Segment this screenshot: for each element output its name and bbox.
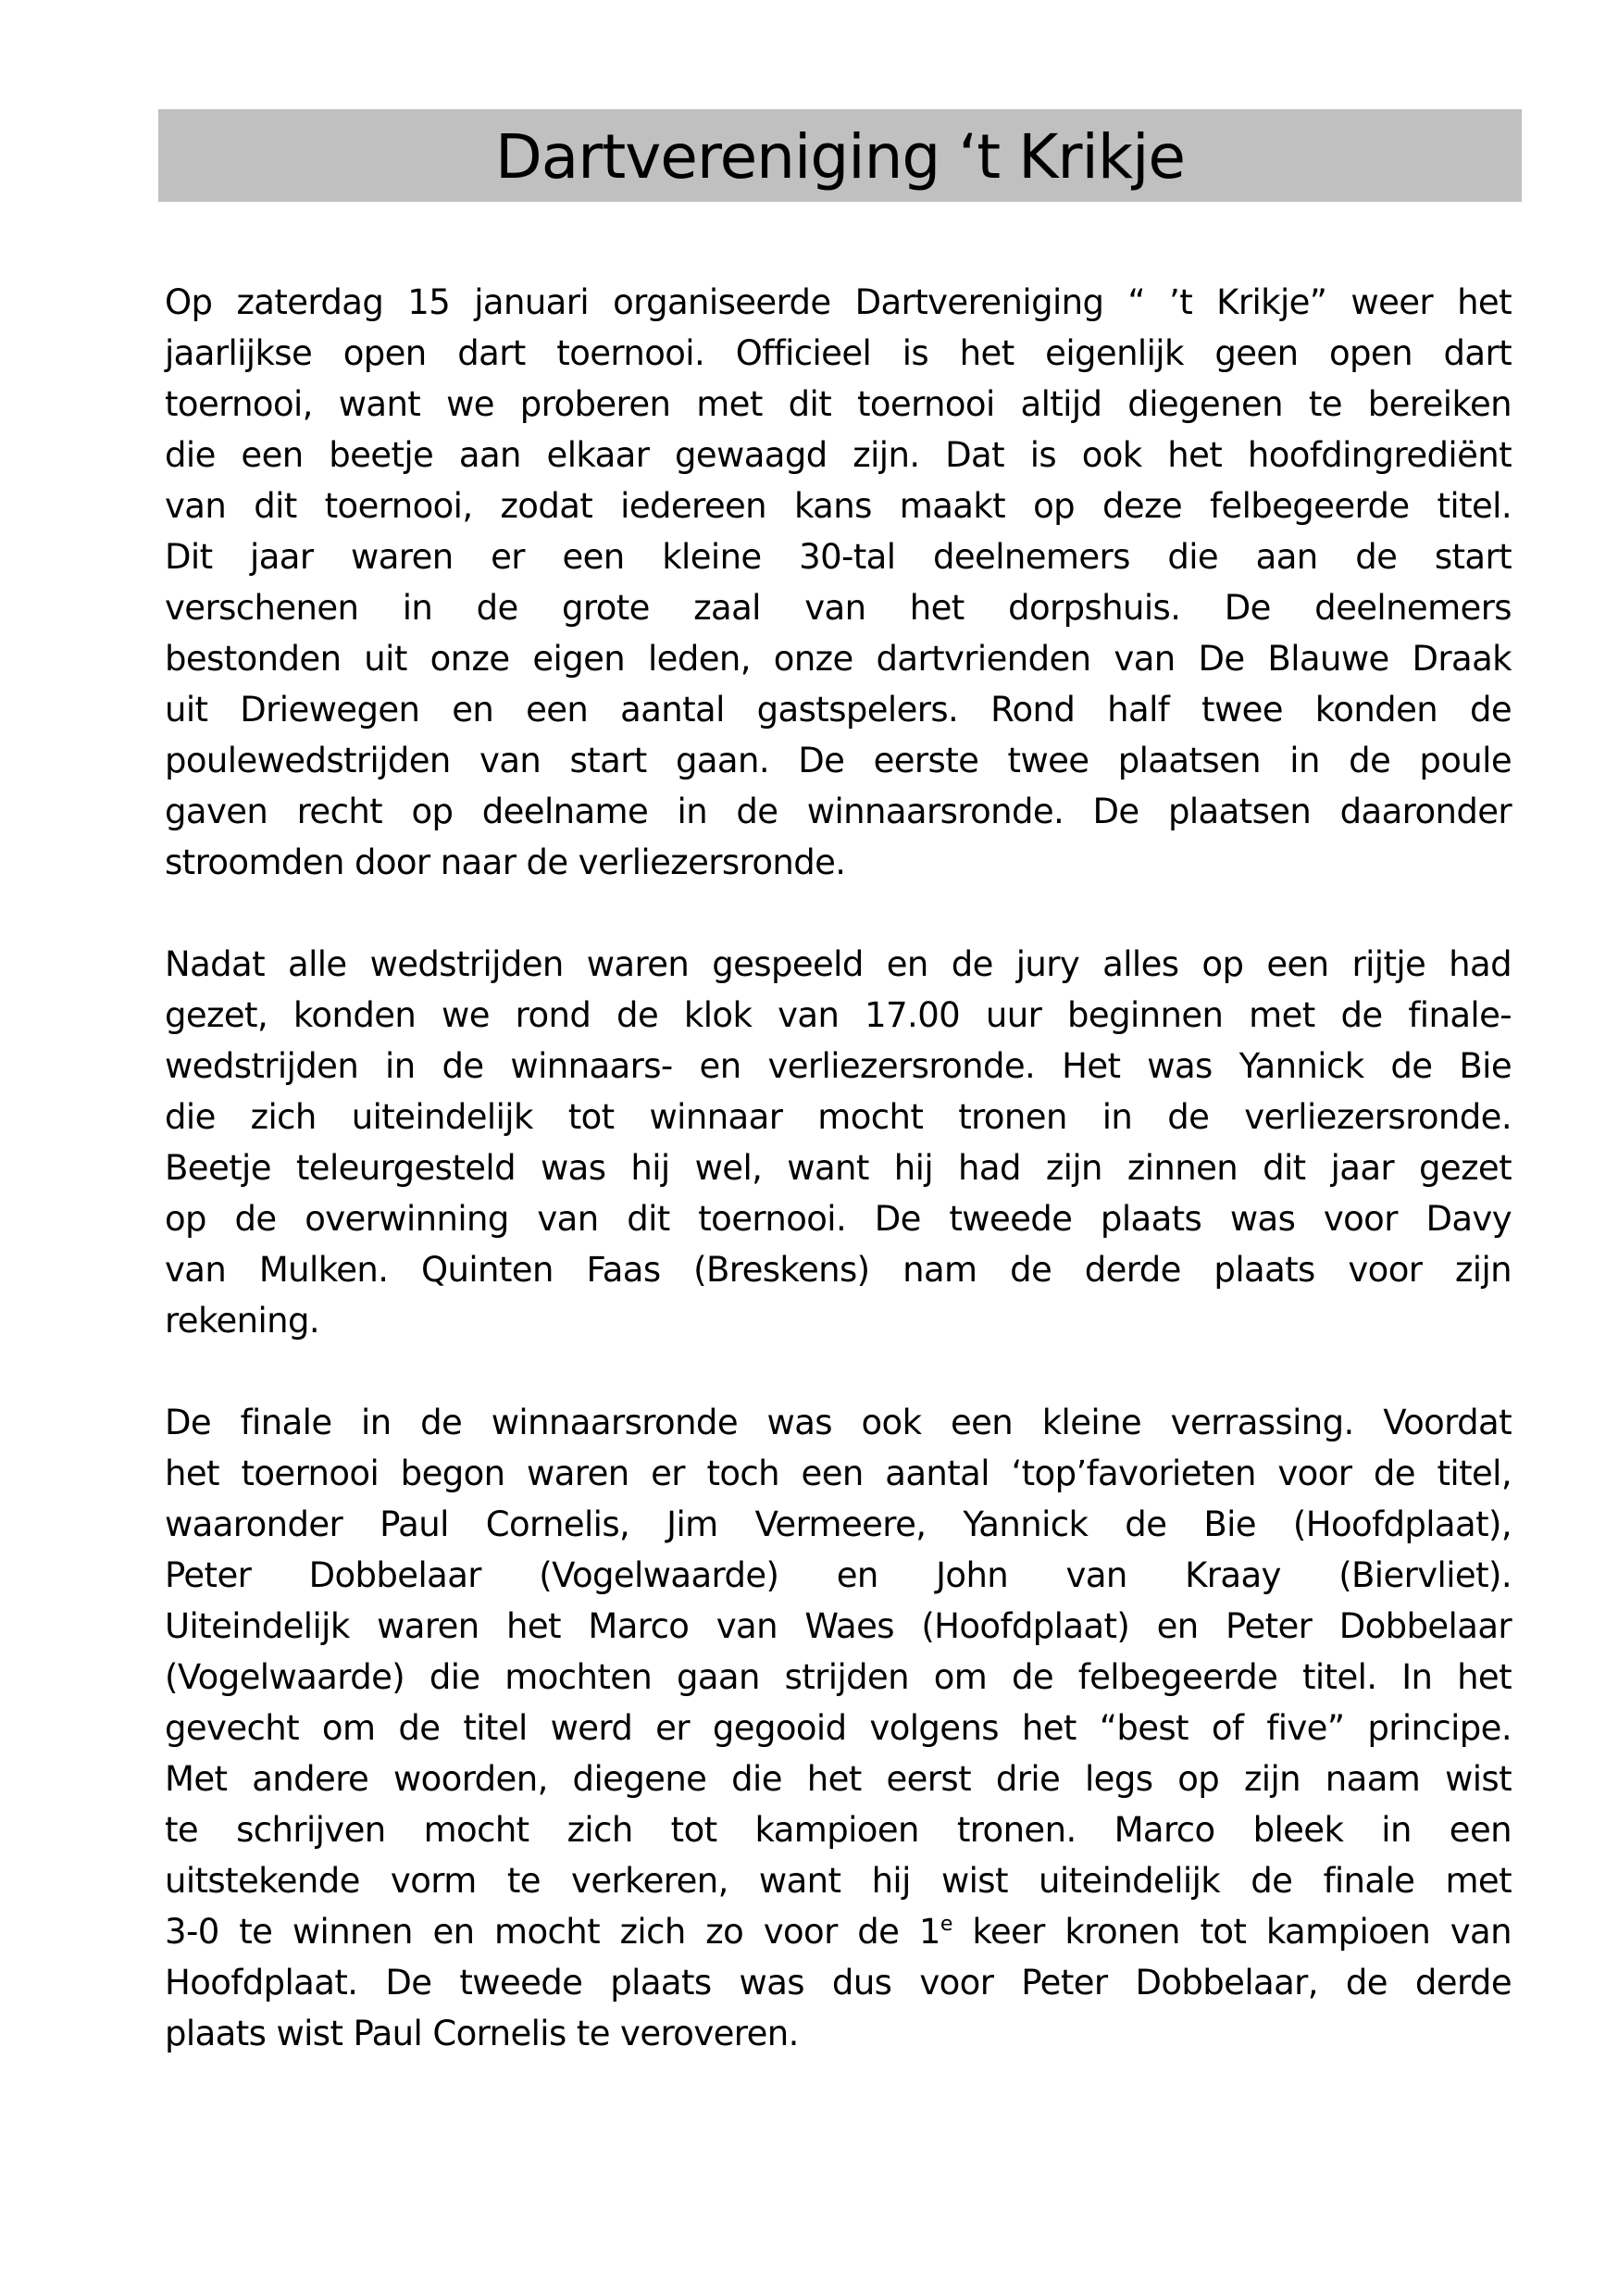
text-line: (Vogelwaarde) die mochten gaan strijden om de felbegeerde titel. In het: [165, 1657, 1512, 1697]
paragraph-3: [165, 1397, 1512, 2059]
text-line: die zich uiteindelijk tot winnaar mocht tronen in de verliezersronde.: [165, 1097, 1512, 1137]
text-line: van Mulken. Quinten Faas (Breskens) nam de derde plaats voor zijn: [165, 1250, 1512, 1290]
text-line: van dit toernooi, zodat iedereen kans maakt op deze felbegeerde titel.: [165, 486, 1512, 526]
text-line: Nadat alle wedstrijden waren gespeeld en de jury alles op een rijtje had: [165, 944, 1512, 984]
text-line: gevecht om de titel werd er gegooid volgens het “best of five” principe.: [165, 1708, 1512, 1748]
text-line: op de overwinning van dit toernooi. De tweede plaats was voor Davy: [165, 1199, 1512, 1239]
text-line: te schrijven mocht zich tot kampioen tronen. Marco bleek in een: [165, 1810, 1512, 1850]
paragraph-1: [165, 277, 1512, 888]
text-line: bestonden uit onze eigen leden, onze dartvrienden van De Blauwe Draak: [165, 639, 1512, 679]
title-banner: [158, 109, 1522, 202]
text-line: wedstrijden in de winnaars- en verliezersronde. Het was Yannick de Bie: [165, 1046, 1512, 1086]
text-line: het toernooi begon waren er toch een aantal ‘top’favorieten voor de titel,: [165, 1454, 1512, 1493]
text-line: poulewedstrijden van start gaan. De eerste twee plaatsen in de poule: [165, 741, 1512, 780]
paragraph-2: [165, 939, 1512, 1346]
text-line: Met andere woorden, diegene die het eerst drie legs op zijn naam wist: [165, 1759, 1512, 1799]
text-line: Peter Dobbelaar (Vogelwaarde) en John van Kraay (Biervliet).: [165, 1555, 1512, 1595]
text-line: Op zaterdag 15 januari organiseerde Dartvereniging “ ’t Krikje” weer het: [165, 282, 1512, 322]
text-line: gaven recht op deelname in de winnaarsronde. De plaatsen daaronder: [165, 792, 1512, 831]
text-segment: keer kronen tot kampioen van: [952, 1912, 1512, 1952]
text-line: jaarlijkse open dart toernooi. Officieel is het eigenlijk geen open dart: [165, 333, 1512, 373]
text-line: plaats wist Paul Cornelis te veroveren.: [165, 2014, 799, 2053]
text-line: rekening.: [165, 1301, 320, 1341]
text-line: uitstekende vorm te verkeren, want hij wist uiteindelijk de finale met: [165, 1861, 1512, 1901]
text-line: Uiteindelijk waren het Marco van Waes (Hoofdplaat) en Peter Dobbelaar: [165, 1606, 1512, 1646]
text-segment: 3-0 te winnen en mocht zich zo voor de 1: [165, 1912, 940, 1952]
text-line: stroomden door naar de verliezersronde.: [165, 842, 846, 882]
text-line: De finale in de winnaarsronde was ook een kleine verrassing. Voordat: [165, 1403, 1512, 1442]
text-line: waaronder Paul Cornelis, Jim Vermeere, Yannick de Bie (Hoofdplaat),: [165, 1504, 1512, 1544]
text-line: die een beetje aan elkaar gewaagd zijn. Dat is ook het hoofdingrediënt: [165, 435, 1512, 475]
ordinal-superscript: e: [940, 1913, 952, 1936]
text-line: Beetje teleurgesteld was hij wel, want hij had zijn zinnen dit jaar gezet: [165, 1148, 1512, 1188]
article-body: [165, 277, 1512, 2110]
text-line: Dit jaar waren er een kleine 30-tal deelnemers die aan de start: [165, 537, 1512, 577]
text-line: Hoofdplaat. De tweede plaats was dus voor Peter Dobbelaar, de derde: [165, 1963, 1512, 2003]
page-title: Dartvereniging ‘t Krikje: [494, 121, 1186, 193]
text-line: gezet, konden we rond de klok van 17.00 uur beginnen met de finale-: [165, 995, 1512, 1035]
text-line: verschenen in de grote zaal van het dorpshuis. De deelnemers: [165, 588, 1512, 628]
text-line: toernooi, want we proberen met dit toernooi altijd diegenen te bereiken: [165, 384, 1512, 424]
text-line: uit Driewegen en een aantal gastspelers. Rond half twee konden de: [165, 690, 1512, 730]
text-line-with-superscript: [165, 1906, 1512, 1957]
